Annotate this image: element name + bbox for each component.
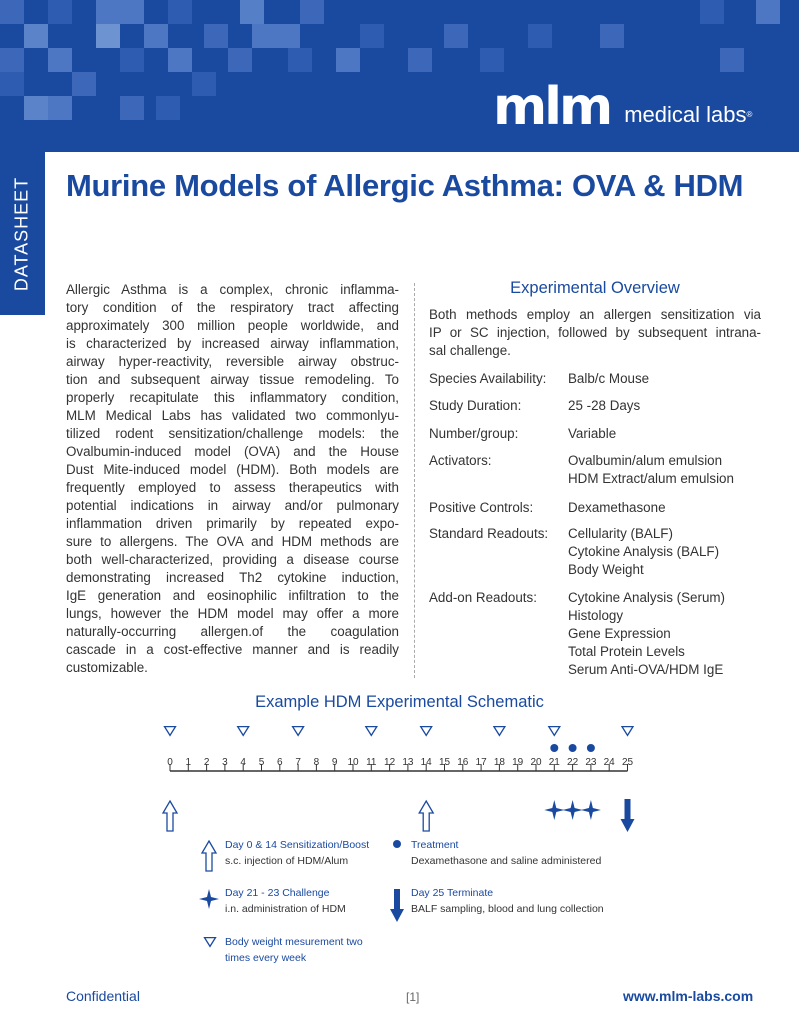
logo-mark: mlm [493,77,611,137]
legend-challenge [225,885,346,917]
legend-treatment-title: Treatment [411,839,459,851]
spec-label: Standard Readouts: [429,526,549,541]
overview-lead-line: sal challenge. [429,343,511,358]
timeline-tick-label: 22 [567,757,579,768]
legend-sensitization-title: Day 0 & 14 Sensitization/Boost [225,839,370,851]
spec-value: Cytokine Analysis (Serum) [568,590,726,605]
timeline-tick-label: 16 [457,757,469,768]
spec-label: Number/group: [429,426,519,441]
weight-marker-icon [293,727,304,736]
schematic-title: Example HDM Experimental Schematic [255,693,544,711]
spec-value: Ovalbumin/alum emulsion [568,453,723,468]
spec-value: Gene Expression [568,626,671,641]
legend-triangle-down-icon [205,938,216,947]
intro-line: tion and subsequent airway tissue remodeling. To [66,372,399,387]
legend-treatment-detail: Dexamethasone and saline administered [411,855,602,867]
logo-text: medical labs® [624,102,753,127]
timeline-tick-label: 18 [493,757,505,768]
legend-sensitization-detail: s.c. injection of HDM/Alum [225,855,349,867]
spec-value: Dexamethasone [568,500,666,515]
legend-treatment [411,837,601,869]
intro-line: Dust Mite-induced model (HDM). Both models are [66,462,399,477]
sensitization-arrow-icon [163,801,177,831]
legend-challenge-detail: i.n. administration of HDM [225,903,346,915]
footer-page-number: [1] [406,990,420,1004]
datasheet-label: DATASHEET [11,176,32,292]
intro-line: both well-characterized, providing a disease course [66,552,399,567]
treatment-dot-icon [587,744,595,752]
spec-value: Body Weight [568,562,644,577]
weight-marker-icon [238,727,249,736]
weight-marker-icon [165,727,176,736]
spec-label: Positive Controls: [429,500,534,515]
sensitization-arrow-icon [419,801,433,831]
legend-challenge-title: Day 21 - 23 Challenge [225,887,330,899]
weight-marker-icon [421,727,432,736]
timeline-tick-label: 12 [384,757,396,768]
timeline-tick-label: 11 [366,757,377,768]
timeline-tick-label: 25 [621,757,634,768]
timeline-tick-label: 5 [258,757,265,768]
spec-value: Variable [568,426,617,441]
intro-line: Ovalbumin-induced model (OVA) and the House [66,444,399,459]
spec-value: Serum Anti-OVA/HDM IgE [568,662,724,677]
overview-lead-line: Both methods employ an allergen sensitization via [429,307,761,322]
timeline-tick-label: 7 [295,757,301,768]
intro-line: tory condition of the respiratory tract affecting [66,300,399,315]
legend-terminate [411,885,604,917]
legend-terminate-title: Day 25 Terminate [411,887,494,899]
footer-url[interactable]: www.mlm-labs.com [623,988,754,1004]
intro-line: IgE generation and eosinophilic infiltration to the [66,588,399,603]
timeline-tick-label: 21 [548,757,560,768]
intro-line: inflammation driven primarily by repeated expo- [66,516,399,531]
timeline-tick-label: 13 [402,757,414,768]
spec-value: Balb/c Mouse [568,371,650,386]
legend-weight-detail: times every week [225,952,307,964]
timeline-tick-label: 2 [203,757,210,768]
timeline-tick-label: 9 [331,757,338,768]
overview-title: Experimental Overview [510,279,680,297]
timeline-tick-label: 6 [277,757,283,768]
timeline-tick-label: 0 [167,757,173,768]
intro-line: cascade in a cost-effective manner and is readily [66,642,399,657]
intro-line: properly recapitulate this inflammatory condition, [66,390,399,405]
timeline-tick-label: 15 [438,757,451,768]
spec-value: Cytokine Analysis (BALF) [568,544,720,559]
intro-line: demonstrating increased Th2 cytokine induction, [66,570,399,585]
legend-up-arrow-outline-icon [202,841,216,871]
weight-marker-icon [494,727,505,736]
timeline-tick-label: 10 [347,757,359,768]
intro-line: airway hyper-reactivity, reversible airway obstruc- [66,354,399,369]
timeline-tick-label: 8 [313,757,320,768]
spec-label: Species Availability: [429,371,547,386]
intro-line: naturally-occurring allergen.of the coagulation [66,624,399,639]
intro-line: MLM Medical Labs has validated two commonlyu- [66,408,399,423]
timeline-tick-label: 20 [530,757,542,768]
timeline-tick-label: 23 [585,757,597,768]
spec-label: Activators: [429,453,492,468]
intro-line: frequently employed to assess therapeutics with [66,480,399,495]
legend-sensitization [225,837,369,869]
spec-label: Study Duration: [429,398,522,413]
intro-line: potential indications in airway and/or pulmonary [66,498,399,513]
challenge-star-icon [563,800,583,820]
treatment-dot-icon [550,744,558,752]
legend-star-icon [199,889,219,909]
intro-line: Allergic Asthma is a complex, chronic inflamma- [66,282,399,297]
intro-line: is characterized by increased airway inflammation, [66,336,399,351]
legend-dot-icon [393,840,401,848]
intro-line: customizable. [66,660,148,675]
legend-terminate-detail: BALF sampling, blood and lung collection [411,903,604,915]
legend-weight-title: Body weight mesurement two [225,936,363,948]
timeline-tick-label: 3 [222,757,228,768]
spec-value: Cellularity (BALF) [568,526,673,541]
timeline-tick-label: 17 [475,757,487,768]
weight-marker-icon [622,727,633,736]
timeline-tick-label: 14 [420,757,432,768]
footer-confidential: Confidential [66,988,140,1004]
intro-line: sure to allergens. The OVA and HDM methods are [66,534,399,549]
spec-value: 25 -28 Days [568,398,641,413]
spec-value: Total Protein Levels [568,644,685,659]
intro-line: tilized rodent sensitization/challenge models: the [66,426,399,441]
spec-value: HDM Extract/alum emulsion [568,471,734,486]
timeline-tick-label: 19 [512,757,524,768]
spec-value: Histology [568,608,624,623]
treatment-dot-icon [569,744,577,752]
intro-line: approximately 300 million people worldwide, and [66,318,399,333]
terminate-arrow-icon [621,799,635,832]
legend-down-arrow-icon [390,889,404,922]
legend-weight [225,934,363,966]
challenge-star-icon [581,800,601,820]
timeline-tick-label: 1 [185,757,192,768]
intro-line: lungs, however the HDM model may offer a more [66,606,399,621]
overview-lead-line: IP or SC injection, followed by subsequent intrana- [429,325,761,340]
timeline-tick-label: 4 [240,757,246,768]
challenge-star-icon [544,800,564,820]
spec-label: Add-on Readouts: [429,590,537,605]
page-title: Murine Models of Allergic Asthma: OVA & HDM [66,168,744,203]
timeline-tick-label: 24 [603,757,615,768]
weight-marker-icon [549,727,560,736]
weight-marker-icon [366,727,377,736]
